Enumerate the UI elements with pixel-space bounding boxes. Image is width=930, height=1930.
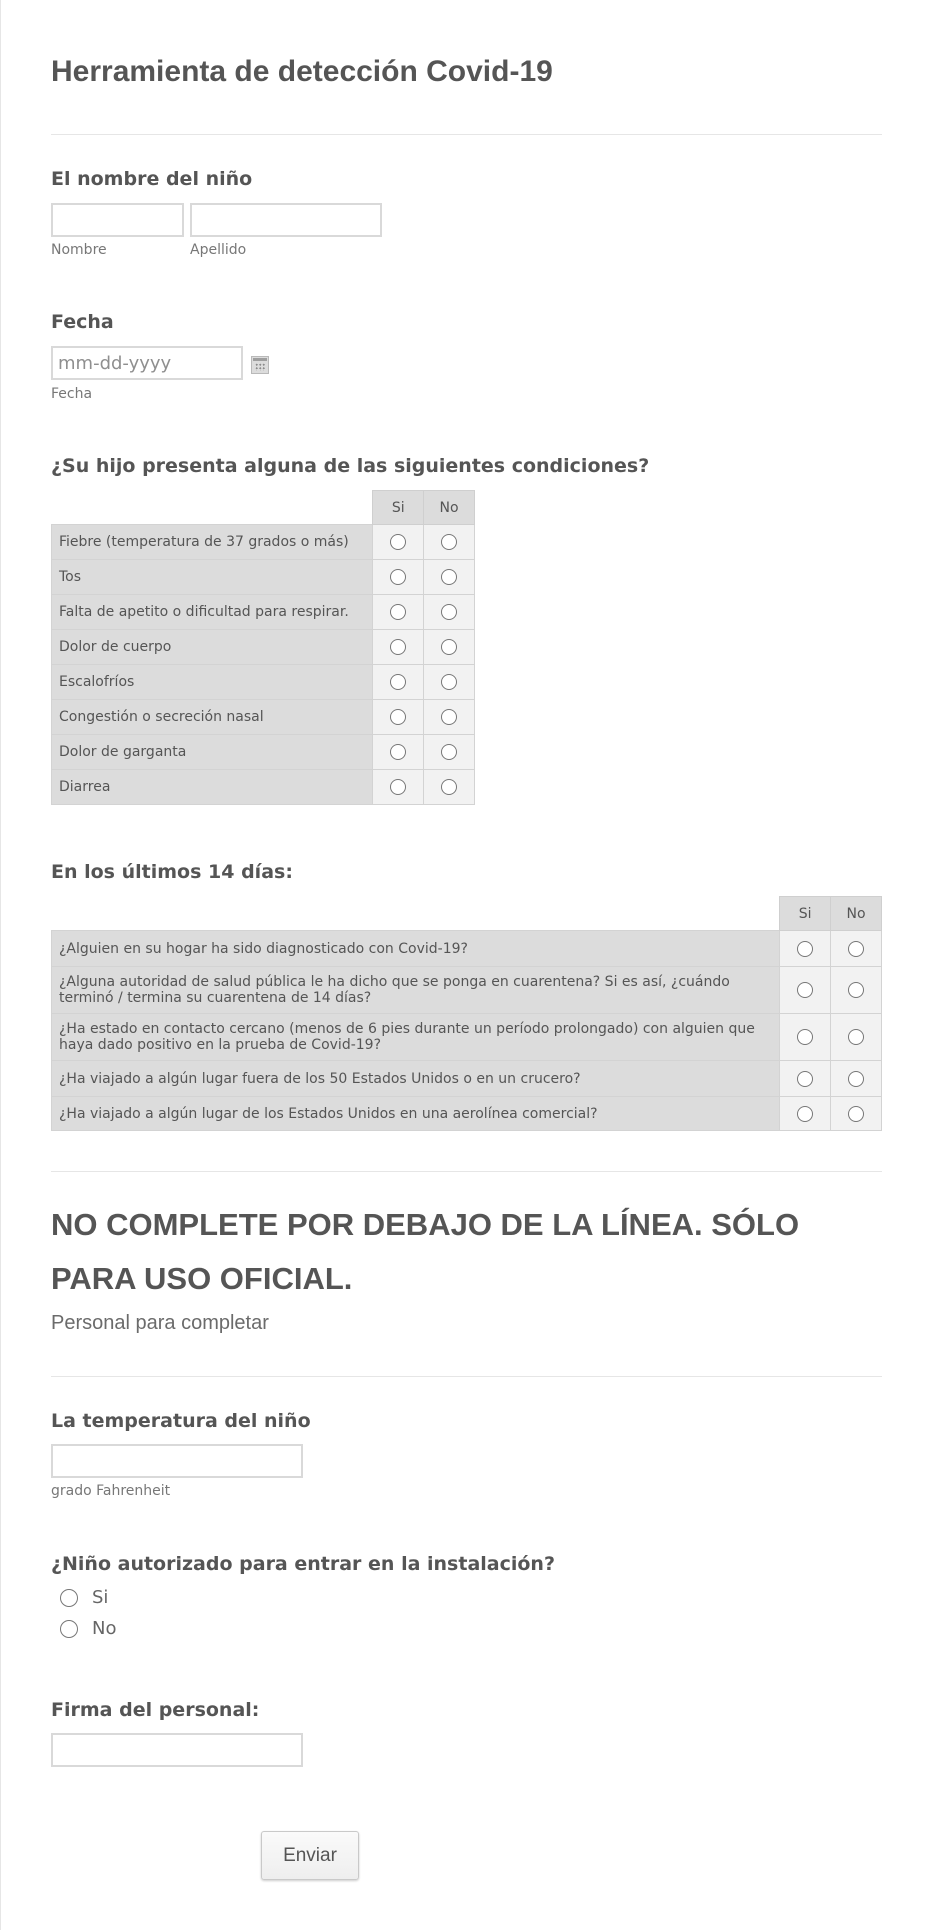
last-name-sublabel: Apellido	[190, 242, 247, 258]
authorized-option-no[interactable]	[60, 1618, 116, 1639]
last14-row	[52, 931, 882, 967]
radio-button[interactable]	[390, 639, 406, 655]
radio-button[interactable]	[60, 1620, 78, 1638]
radio-button[interactable]	[848, 1029, 864, 1045]
authorized-label: ¿Niño autorizado para entrar en la instalación?	[51, 1553, 555, 1575]
temperature-input[interactable]	[51, 1444, 303, 1478]
conditions-row	[52, 735, 475, 770]
child-name-label: El nombre del niño	[51, 168, 253, 190]
last14-col-no: No	[831, 897, 882, 931]
last14-col-si: Si	[780, 897, 831, 931]
radio-button[interactable]	[848, 941, 864, 957]
last14-row	[52, 967, 882, 1014]
conditions-cell-si[interactable]	[373, 665, 424, 700]
radio-button[interactable]	[848, 982, 864, 998]
authorized-option-si[interactable]	[60, 1587, 108, 1608]
authorized-option-label: No	[92, 1618, 117, 1639]
last14-cell-si[interactable]	[780, 1014, 831, 1061]
date-input[interactable]	[51, 346, 243, 380]
radio-button[interactable]	[441, 534, 457, 550]
conditions-cell-no[interactable]	[424, 700, 475, 735]
signature-label: Firma del personal:	[51, 1699, 260, 1721]
radio-button[interactable]	[797, 982, 813, 998]
conditions-row-label: Tos	[52, 560, 373, 595]
radio-button[interactable]	[797, 1071, 813, 1087]
conditions-col-no: No	[424, 491, 475, 525]
conditions-cell-si[interactable]	[373, 735, 424, 770]
radio-button[interactable]	[60, 1589, 78, 1607]
conditions-row-label: Fiebre (temperatura de 37 grados o más)	[52, 525, 373, 560]
radio-button[interactable]	[390, 709, 406, 725]
conditions-row-label: Escalofríos	[52, 665, 373, 700]
last14-row-label: ¿Alguna autoridad de salud pública le ha dicho que se ponga en cuarentena? Si es así, ¿cuándo terminó / termina su cuarentena de 14 días?	[52, 967, 780, 1014]
radio-button[interactable]	[441, 709, 457, 725]
divider	[51, 134, 882, 135]
conditions-cell-si[interactable]	[373, 560, 424, 595]
last14-matrix	[51, 896, 882, 1131]
radio-button[interactable]	[390, 534, 406, 550]
conditions-cell-si[interactable]	[373, 700, 424, 735]
conditions-row	[52, 700, 475, 735]
conditions-row-label: Falta de apetito o dificultad para respirar.	[52, 595, 373, 630]
conditions-cell-si[interactable]	[373, 595, 424, 630]
last14-row	[52, 1014, 882, 1061]
last14-row-label: ¿Ha viajado a algún lugar de los Estados Unidos en una aerolínea comercial?	[52, 1097, 780, 1131]
radio-button[interactable]	[848, 1071, 864, 1087]
last14-row-label: ¿Ha estado en contacto cercano (menos de 6 pies durante un período prolongado) con alguien que haya dado positivo en la prueba de Covid-19?	[52, 1014, 780, 1061]
conditions-matrix	[51, 490, 475, 805]
radio-button[interactable]	[441, 744, 457, 760]
submit-button[interactable]: Enviar	[261, 1831, 359, 1880]
divider	[51, 1376, 882, 1377]
conditions-row-label: Congestión o secreción nasal	[52, 700, 373, 735]
date-sublabel: Fecha	[51, 386, 93, 402]
radio-button[interactable]	[441, 604, 457, 620]
conditions-row	[52, 525, 475, 560]
temperature-sublabel: grado Fahrenheit	[51, 1483, 171, 1499]
conditions-row	[52, 560, 475, 595]
conditions-row-label: Diarrea	[52, 770, 373, 805]
conditions-cell-si[interactable]	[373, 630, 424, 665]
official-use-subheading: Personal para completar	[51, 1312, 269, 1334]
conditions-row	[52, 595, 475, 630]
last14-cell-no[interactable]	[831, 967, 882, 1014]
radio-button[interactable]	[797, 1106, 813, 1122]
radio-button[interactable]	[441, 674, 457, 690]
first-name-sublabel: Nombre	[51, 242, 107, 258]
last14-cell-si[interactable]	[780, 931, 831, 967]
conditions-cell-no[interactable]	[424, 665, 475, 700]
last14-cell-si[interactable]	[780, 1097, 831, 1131]
radio-button[interactable]	[390, 744, 406, 760]
radio-button[interactable]	[848, 1106, 864, 1122]
radio-button[interactable]	[441, 779, 457, 795]
date-label: Fecha	[51, 311, 114, 333]
last14-row	[52, 1061, 882, 1097]
signature-input[interactable]	[51, 1733, 303, 1767]
radio-button[interactable]	[797, 941, 813, 957]
last14-label: En los últimos 14 días:	[51, 861, 293, 883]
last14-cell-no[interactable]	[831, 931, 882, 967]
divider	[51, 1171, 882, 1172]
conditions-row	[52, 630, 475, 665]
radio-button[interactable]	[390, 674, 406, 690]
authorized-option-label: Si	[92, 1587, 109, 1608]
last14-cell-no[interactable]	[831, 1097, 882, 1131]
last-name-input[interactable]	[190, 203, 382, 237]
official-use-heading: NO COMPLETE POR DEBAJO DE LA LÍNEA. SÓLO PARA USO OFICIAL.	[51, 1207, 800, 1296]
first-name-input[interactable]	[51, 203, 184, 237]
radio-button[interactable]	[441, 569, 457, 585]
conditions-cell-no[interactable]	[424, 525, 475, 560]
conditions-cell-si[interactable]	[373, 770, 424, 805]
conditions-row-label: Dolor de cuerpo	[52, 630, 373, 665]
conditions-cell-no[interactable]	[424, 735, 475, 770]
temperature-label: La temperatura del niño	[51, 1410, 311, 1432]
conditions-row	[52, 770, 475, 805]
radio-button[interactable]	[797, 1029, 813, 1045]
radio-button[interactable]	[441, 639, 457, 655]
last14-row	[52, 1097, 882, 1131]
conditions-cell-no[interactable]	[424, 595, 475, 630]
last14-cell-no[interactable]	[831, 1061, 882, 1097]
last14-row-label: ¿Alguien en su hogar ha sido diagnosticado con Covid-19?	[52, 931, 780, 967]
radio-button[interactable]	[390, 779, 406, 795]
conditions-cell-no[interactable]	[424, 770, 475, 805]
radio-button[interactable]	[390, 604, 406, 620]
conditions-cell-si[interactable]	[373, 525, 424, 560]
form-title: Herramienta de detección Covid-19	[51, 55, 553, 88]
conditions-cell-no[interactable]	[424, 560, 475, 595]
conditions-cell-no[interactable]	[424, 630, 475, 665]
conditions-label: ¿Su hijo presenta alguna de las siguientes condiciones?	[51, 455, 650, 477]
radio-button[interactable]	[390, 569, 406, 585]
conditions-col-si: Si	[373, 491, 424, 525]
last14-cell-si[interactable]	[780, 1061, 831, 1097]
conditions-row-label: Dolor de garganta	[52, 735, 373, 770]
last14-row-label: ¿Ha viajado a algún lugar fuera de los 50 Estados Unidos o en un crucero?	[52, 1061, 780, 1097]
last14-cell-no[interactable]	[831, 1014, 882, 1061]
conditions-row	[52, 665, 475, 700]
last14-cell-si[interactable]	[780, 967, 831, 1014]
calendar-icon[interactable]	[251, 356, 269, 374]
